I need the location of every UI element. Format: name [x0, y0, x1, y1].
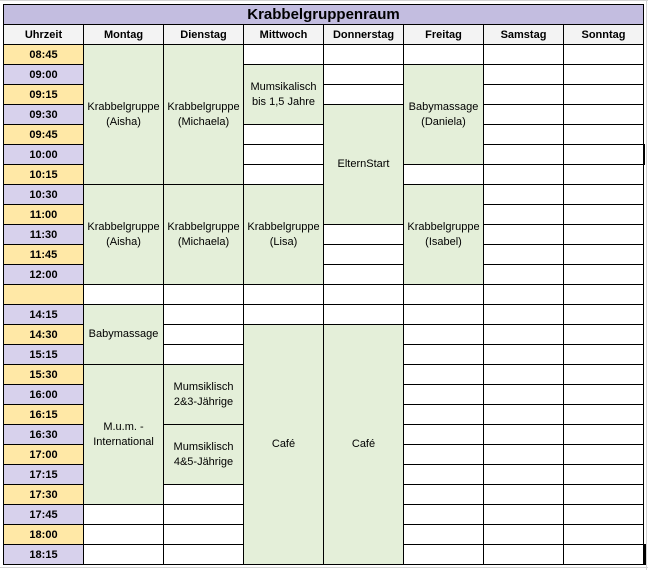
- empty-cell[interactable]: [564, 65, 644, 85]
- empty-cell[interactable]: [164, 345, 244, 365]
- event-line: Café: [351, 438, 376, 450]
- grid-line: [0, 567, 648, 568]
- empty-cell[interactable]: [484, 305, 564, 325]
- empty-cell[interactable]: [564, 105, 644, 125]
- time-cell[interactable]: 09:45: [4, 125, 84, 145]
- time-cell[interactable]: 18:00: [4, 525, 84, 545]
- event-line: 4&5-Jährige: [173, 455, 234, 468]
- event-tue-krabbelgruppe-1[interactable]: [164, 45, 244, 185]
- time-cell[interactable]: 16:00: [4, 385, 84, 405]
- event-wed-krabbelgruppe[interactable]: [244, 185, 324, 285]
- time-cell[interactable]: [4, 285, 84, 305]
- empty-cell[interactable]: [484, 465, 564, 485]
- empty-cell[interactable]: [484, 245, 564, 265]
- empty-cell[interactable]: [244, 125, 324, 145]
- empty-cell[interactable]: [324, 305, 404, 325]
- event-wed-cafe[interactable]: [244, 325, 324, 565]
- empty-cell[interactable]: [484, 85, 564, 105]
- empty-cell[interactable]: [564, 485, 644, 505]
- time-cell[interactable]: 08:45: [4, 45, 84, 65]
- empty-cell[interactable]: [644, 145, 645, 165]
- empty-cell[interactable]: [164, 285, 244, 305]
- empty-cell[interactable]: [564, 245, 644, 265]
- empty-cell[interactable]: [244, 285, 324, 305]
- time-cell[interactable]: 15:30: [4, 365, 84, 385]
- time-cell[interactable]: 10:30: [4, 185, 84, 205]
- empty-cell[interactable]: [484, 105, 564, 125]
- empty-cell[interactable]: [324, 225, 404, 245]
- empty-cell[interactable]: [564, 465, 644, 485]
- event-line: International: [93, 435, 154, 448]
- empty-cell[interactable]: [564, 185, 644, 205]
- empty-cell[interactable]: [564, 145, 644, 165]
- header-row: [4, 25, 646, 45]
- empty-cell[interactable]: [484, 265, 564, 285]
- empty-cell[interactable]: [84, 285, 164, 305]
- event-mon-mum-international[interactable]: [84, 365, 164, 505]
- header-dienstag[interactable]: Dienstag: [164, 25, 244, 45]
- time-cell[interactable]: 17:00: [4, 445, 84, 465]
- empty-cell[interactable]: [564, 205, 644, 225]
- event-line: Babymassage: [408, 100, 479, 113]
- empty-cell[interactable]: [484, 65, 564, 85]
- empty-cell[interactable]: [484, 405, 564, 425]
- event-line: bis 1,5 Jahre: [252, 95, 315, 108]
- event-line: Babymassage: [88, 328, 159, 340]
- event-line: Krabbelgruppe: [167, 220, 240, 233]
- empty-cell[interactable]: [484, 145, 564, 165]
- time-cell[interactable]: 18:15: [4, 545, 84, 565]
- time-cell[interactable]: 14:30: [4, 325, 84, 345]
- event-tue-mumsiklisch-2-3[interactable]: [164, 365, 244, 425]
- empty-cell[interactable]: [484, 545, 564, 565]
- empty-cell[interactable]: [564, 525, 644, 545]
- empty-cell[interactable]: [564, 265, 644, 285]
- empty-cell[interactable]: [324, 85, 404, 105]
- empty-cell[interactable]: [564, 445, 644, 465]
- empty-cell[interactable]: [484, 225, 564, 245]
- time-cell[interactable]: 12:00: [4, 265, 84, 285]
- empty-cell[interactable]: [164, 545, 244, 565]
- header-montag[interactable]: Montag: [84, 25, 164, 45]
- empty-cell[interactable]: [564, 45, 644, 65]
- event-line: (Michaela): [177, 235, 230, 248]
- time-cell[interactable]: 10:15: [4, 165, 84, 185]
- header-donnerstag[interactable]: Donnerstag: [324, 25, 404, 45]
- time-cell[interactable]: 16:30: [4, 425, 84, 445]
- empty-cell[interactable]: [404, 45, 484, 65]
- empty-cell[interactable]: [404, 345, 484, 365]
- time-cell[interactable]: 11:45: [4, 245, 84, 265]
- empty-cell[interactable]: [164, 325, 244, 345]
- empty-cell[interactable]: [404, 165, 484, 185]
- table-row: [4, 45, 646, 65]
- event-fri-babymassage[interactable]: [404, 65, 484, 165]
- header-samstag[interactable]: Samstag: [484, 25, 564, 45]
- time-cell[interactable]: 09:15: [4, 85, 84, 105]
- empty-cell[interactable]: [404, 485, 484, 505]
- event-line: (Lisa): [269, 235, 298, 248]
- empty-cell[interactable]: [564, 85, 644, 105]
- empty-cell[interactable]: [164, 505, 244, 525]
- event-thu-cafe[interactable]: [324, 325, 404, 565]
- schedule-table: [3, 4, 646, 565]
- empty-cell[interactable]: [404, 325, 484, 345]
- empty-cell[interactable]: [484, 165, 564, 185]
- event-line: Mumsikalisch: [250, 80, 317, 93]
- time-cell[interactable]: 14:15: [4, 305, 84, 325]
- time-cell[interactable]: 09:00: [4, 65, 84, 85]
- event-line: M.u.m. -: [103, 420, 144, 433]
- empty-cell[interactable]: [564, 125, 644, 145]
- empty-cell[interactable]: [244, 45, 324, 65]
- empty-cell[interactable]: [84, 525, 164, 545]
- event-mon-krabbelgruppe-2[interactable]: [84, 185, 164, 285]
- grid-line: [0, 0, 648, 1]
- empty-cell[interactable]: [484, 45, 564, 65]
- empty-cell[interactable]: [484, 345, 564, 365]
- empty-cell[interactable]: [645, 545, 646, 565]
- event-wed-mumsikalisch[interactable]: [244, 65, 324, 125]
- empty-cell[interactable]: [484, 325, 564, 345]
- event-fri-krabbelgruppe[interactable]: [404, 185, 484, 285]
- empty-cell[interactable]: [564, 345, 644, 365]
- event-line: Mumsiklisch: [173, 380, 234, 393]
- empty-cell[interactable]: [324, 285, 404, 305]
- empty-cell[interactable]: [564, 285, 644, 305]
- empty-cell[interactable]: [564, 225, 644, 245]
- empty-cell[interactable]: [324, 245, 404, 265]
- empty-cell[interactable]: [324, 265, 404, 285]
- event-line: Krabbelgruppe: [87, 220, 160, 233]
- table-row: [4, 305, 646, 325]
- empty-cell[interactable]: [564, 405, 644, 425]
- empty-cell[interactable]: [84, 505, 164, 525]
- empty-cell[interactable]: [564, 365, 644, 385]
- header-sonntag[interactable]: Sonntag: [564, 25, 644, 45]
- event-line: Krabbelgruppe: [87, 100, 160, 113]
- empty-cell[interactable]: [484, 445, 564, 465]
- event-tue-krabbelgruppe-2[interactable]: [164, 185, 244, 285]
- empty-cell[interactable]: [164, 525, 244, 545]
- empty-cell[interactable]: [324, 45, 404, 65]
- empty-cell[interactable]: [564, 165, 644, 185]
- empty-cell[interactable]: [244, 145, 324, 165]
- event-line: 2&3-Jährige: [173, 395, 234, 408]
- empty-cell[interactable]: [484, 285, 564, 305]
- empty-cell[interactable]: [404, 505, 484, 525]
- empty-cell[interactable]: [484, 485, 564, 505]
- empty-cell[interactable]: [84, 545, 164, 565]
- empty-cell[interactable]: [484, 385, 564, 405]
- time-cell[interactable]: 17:15: [4, 465, 84, 485]
- empty-cell[interactable]: [484, 505, 564, 525]
- event-line: (Aisha): [106, 235, 141, 248]
- header-mittwoch[interactable]: Mittwoch: [244, 25, 324, 45]
- grid-line: [646, 0, 647, 570]
- event-line: (Aisha): [106, 115, 141, 128]
- empty-cell[interactable]: [564, 425, 644, 445]
- time-cell[interactable]: 11:30: [4, 225, 84, 245]
- empty-cell[interactable]: [404, 385, 484, 405]
- empty-cell[interactable]: [484, 125, 564, 145]
- empty-cell[interactable]: [404, 545, 484, 565]
- empty-cell[interactable]: [404, 285, 484, 305]
- empty-cell[interactable]: [564, 385, 644, 405]
- time-cell[interactable]: 16:15: [4, 405, 84, 425]
- empty-cell[interactable]: [404, 405, 484, 425]
- event-line: Krabbelgruppe: [247, 220, 320, 233]
- empty-cell[interactable]: [404, 465, 484, 485]
- empty-cell[interactable]: [404, 305, 484, 325]
- event-line: Café: [271, 438, 296, 450]
- event-mon-krabbelgruppe-1[interactable]: [84, 45, 164, 185]
- empty-cell[interactable]: [484, 525, 564, 545]
- empty-cell[interactable]: [404, 365, 484, 385]
- sheet-title[interactable]: Krabbelgruppenraum: [4, 5, 644, 25]
- header-uhrzeit[interactable]: Uhrzeit: [4, 25, 84, 45]
- empty-cell[interactable]: [164, 485, 244, 505]
- event-tue-mumsiklisch-4-5[interactable]: [164, 425, 244, 485]
- time-cell[interactable]: 17:45: [4, 505, 84, 525]
- empty-cell[interactable]: [404, 425, 484, 445]
- time-cell[interactable]: 15:15: [4, 345, 84, 365]
- event-line: Mumsiklisch: [173, 440, 234, 453]
- event-line: (Daniela): [421, 115, 466, 128]
- event-line: (Michaela): [177, 115, 230, 128]
- event-line: (Isabel): [425, 235, 462, 248]
- event-mon-babymassage[interactable]: [84, 305, 164, 365]
- empty-cell[interactable]: [484, 425, 564, 445]
- time-cell[interactable]: 09:30: [4, 105, 84, 125]
- event-line: ElternStart: [337, 158, 390, 170]
- empty-cell[interactable]: [564, 545, 644, 565]
- table-row: [4, 285, 646, 305]
- empty-cell[interactable]: [404, 525, 484, 545]
- header-freitag[interactable]: Freitag: [404, 25, 484, 45]
- empty-cell[interactable]: [164, 305, 244, 325]
- empty-cell[interactable]: [484, 205, 564, 225]
- empty-cell[interactable]: [564, 305, 644, 325]
- empty-cell[interactable]: [404, 445, 484, 465]
- time-cell[interactable]: 17:30: [4, 485, 84, 505]
- time-cell[interactable]: 11:00: [4, 205, 84, 225]
- empty-cell[interactable]: [564, 325, 644, 345]
- event-line: Krabbelgruppe: [407, 220, 480, 233]
- empty-cell[interactable]: [484, 185, 564, 205]
- empty-cell[interactable]: [244, 165, 324, 185]
- empty-cell[interactable]: [484, 365, 564, 385]
- empty-cell[interactable]: [324, 65, 404, 85]
- event-line: Krabbelgruppe: [167, 100, 240, 113]
- empty-cell[interactable]: [244, 305, 324, 325]
- empty-cell[interactable]: [564, 505, 644, 525]
- event-thu-elternstart[interactable]: [324, 105, 404, 225]
- time-cell[interactable]: 10:00: [4, 145, 84, 165]
